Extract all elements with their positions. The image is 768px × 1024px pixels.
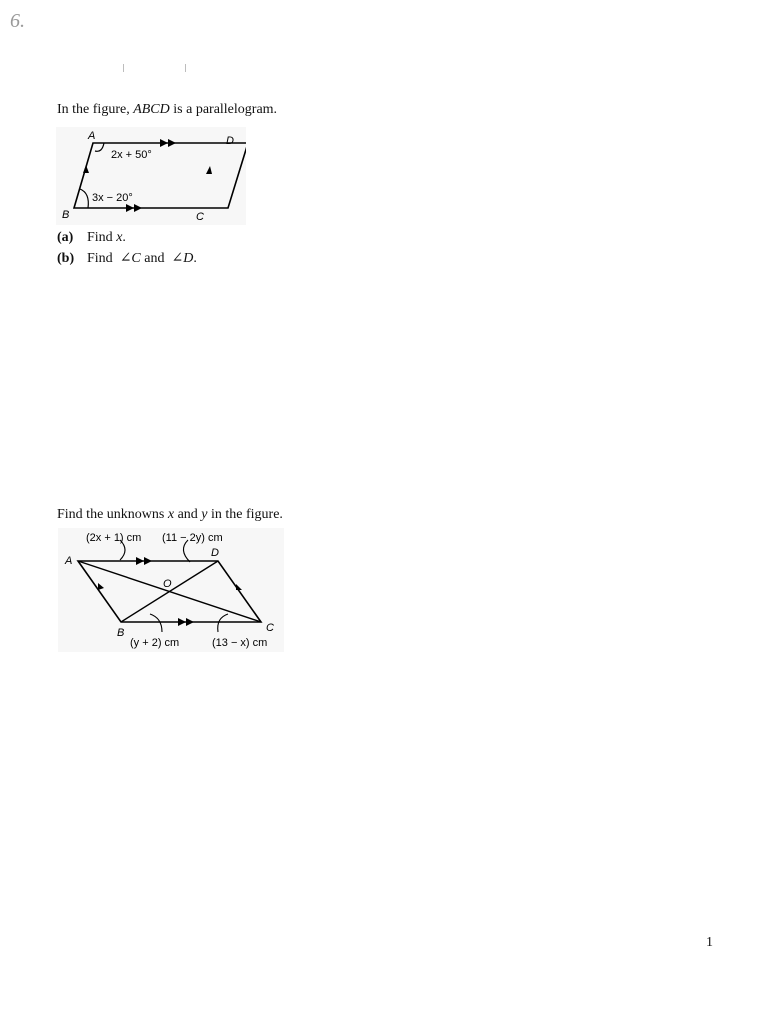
figure-parallelogram-diagonals (58, 528, 284, 652)
vertex-d-label: D (226, 135, 234, 147)
parallelogram-name: ABCD (133, 102, 170, 117)
part-label: (a) (57, 230, 74, 245)
variable-x: x (116, 230, 123, 245)
part-text: . (122, 230, 126, 245)
figure-parallelogram-abcd (56, 127, 246, 225)
part-label: (b) (57, 251, 75, 266)
variable-y: y (201, 507, 208, 522)
part-text: Find (87, 230, 117, 245)
vertex-b-label: B (117, 627, 125, 639)
length-od-label: (11 − 2y) cm (162, 532, 223, 544)
part-text: . (193, 251, 197, 266)
angle-c-symbol: ∠C (119, 251, 141, 266)
prompt-text: In the figure, (57, 102, 134, 117)
part-text: and (140, 251, 168, 266)
question-1-part-b (57, 250, 197, 268)
prompt-text: and (174, 507, 202, 522)
prompt-text: is a parallelogram. (169, 102, 278, 117)
length-oc-label: (13 − x) cm (212, 637, 268, 649)
prompt-text: Find the unknowns (57, 507, 168, 522)
question-1-prompt (57, 101, 277, 119)
vertex-c-label: C (196, 211, 204, 223)
vertex-c-label: C (266, 622, 274, 634)
vertex-a-label: A (88, 130, 96, 142)
page-number: 1 (706, 935, 713, 950)
angle-b-expression: 3x − 20° (92, 192, 133, 204)
length-bo-label: (y + 2) cm (130, 637, 180, 649)
angle-d-symbol: ∠D (171, 251, 194, 266)
prompt-text: in the figure. (207, 507, 283, 522)
vertex-o-label: O (163, 578, 172, 590)
scan-tick (185, 64, 186, 72)
angle-a-expression: 2x + 50° (111, 149, 152, 161)
vertex-d-label: D (211, 547, 219, 559)
question-2-prompt (57, 506, 283, 524)
vertex-a-label: A (65, 555, 73, 567)
vertex-b-label: B (62, 209, 70, 221)
variable-x: x (167, 507, 175, 522)
length-ao-label: (2x + 1) cm (86, 532, 142, 544)
question-1-part-a (57, 229, 126, 247)
scan-tick (123, 64, 124, 72)
question-number-mark: 6. (10, 10, 25, 32)
figure-background (56, 127, 246, 225)
part-text: Find (87, 251, 117, 266)
